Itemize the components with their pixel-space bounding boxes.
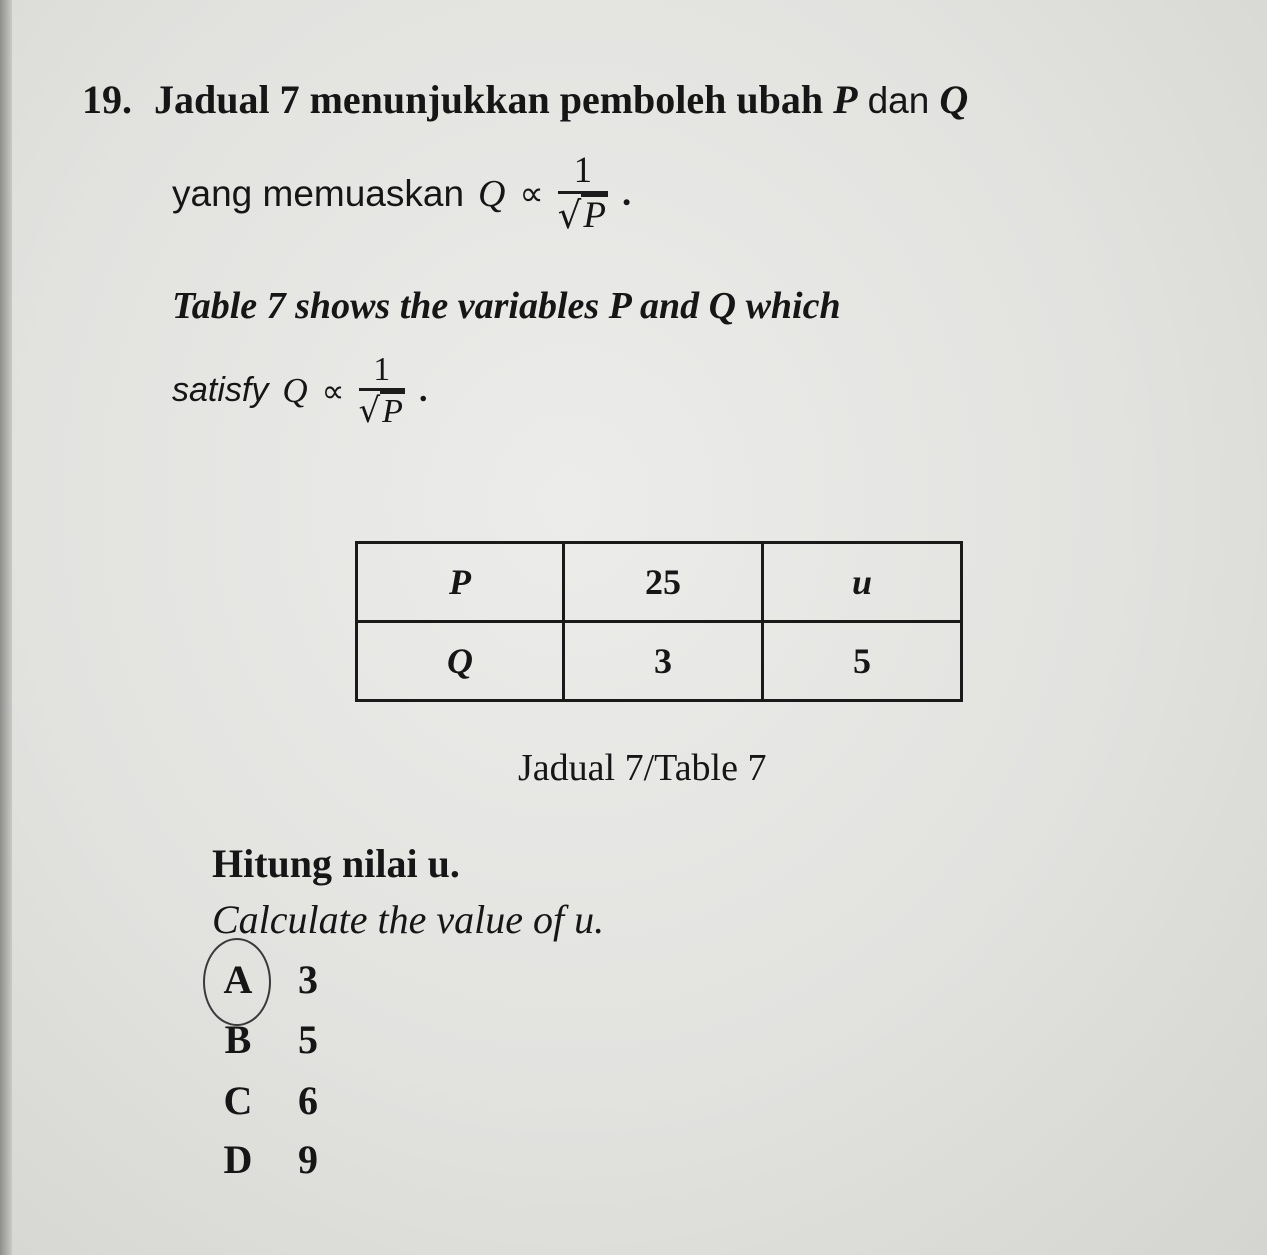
question-malay-text: Jadual 7 menunjukkan pemboleh ubah [154, 77, 824, 122]
table-cell: 3 [564, 622, 763, 701]
fraction-en [359, 352, 405, 429]
instruction-english: Calculate the value of u. [212, 897, 605, 942]
table-7 [355, 541, 963, 702]
option-value: 9 [298, 1137, 318, 1182]
option-letter: A [223, 957, 253, 1002]
table-cell: P [357, 543, 564, 622]
option-a[interactable] [212, 956, 318, 1003]
option-letter: D [223, 1137, 253, 1182]
table-cell: 5 [763, 622, 962, 701]
malay-satisfy-text: yang memuaskan [172, 172, 465, 214]
table-cell: u [763, 543, 962, 622]
question-number: 19. [82, 77, 132, 122]
fraction [558, 152, 608, 236]
option-value: 3 [298, 957, 318, 1002]
fraction-denominator [558, 194, 608, 236]
table-cell: Q [357, 622, 564, 701]
variable-p: P [833, 77, 858, 122]
table-row [357, 543, 962, 622]
sqrt-icon-en: √ [358, 390, 381, 431]
radicand-en: P [382, 392, 403, 430]
option-letter: C [223, 1078, 253, 1123]
page-binding-edge [0, 0, 12, 1255]
table-caption: Jadual 7/Table 7 [518, 747, 767, 789]
word-dan: dan [867, 80, 930, 121]
option-d[interactable] [212, 1136, 318, 1183]
option-letter: B [224, 1017, 252, 1062]
expr-lhs-en: Q [282, 370, 308, 410]
option-value: 6 [298, 1078, 318, 1123]
radicand: P [583, 194, 606, 236]
sqrt-icon: √ [557, 193, 582, 237]
option-b[interactable] [212, 1016, 318, 1063]
expr-end: . [621, 173, 632, 215]
instruction-malay: Hitung nilai u. [212, 841, 460, 886]
proportional-symbol-en: ∝ [321, 371, 345, 410]
option-c[interactable] [212, 1077, 318, 1124]
question-line-2 [172, 152, 631, 236]
fraction-denominator-en [359, 391, 405, 430]
fraction-numerator: 1 [573, 150, 593, 191]
variable-q: Q [939, 77, 969, 122]
english-satisfy-text: satisfy [172, 371, 269, 410]
option-value: 5 [298, 1017, 318, 1062]
table-cell: 25 [564, 543, 763, 622]
expr-end-en: . [418, 371, 428, 409]
english-line-2 [172, 352, 427, 429]
fraction-numerator-en: 1 [373, 351, 391, 388]
proportional-symbol: ∝ [519, 173, 544, 214]
english-line-1: Table 7 shows the variables P and Q which [172, 285, 841, 327]
expr-lhs: Q [478, 172, 506, 215]
question-line-1 [82, 76, 968, 123]
table-row [357, 622, 962, 701]
